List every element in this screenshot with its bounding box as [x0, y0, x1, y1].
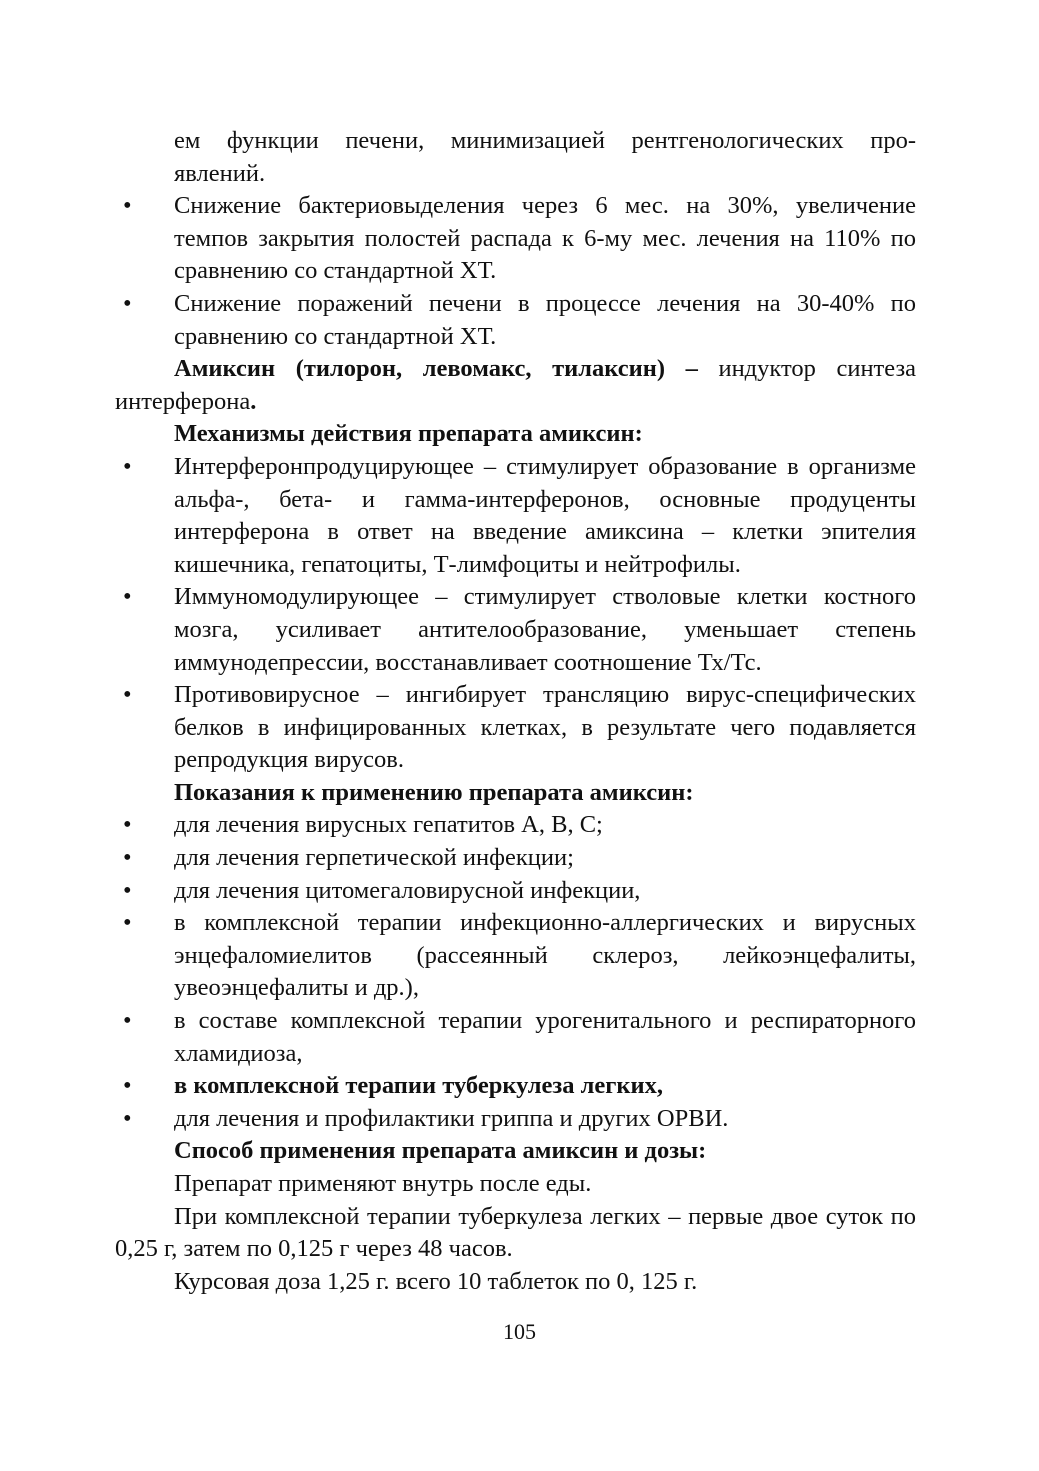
- list-item: • для лечения цитомегаловирусной инфекции,: [115, 875, 916, 908]
- bullet-icon: •: [123, 1007, 132, 1035]
- results-list: [115, 190, 916, 353]
- bullet-icon: •: [123, 681, 132, 709]
- bullet-icon: •: [123, 909, 132, 937]
- dosage-heading: Способ применения препарата амиксин и дозы:: [174, 1137, 707, 1165]
- dosage-paragraph-1: Препарат применяют внутрь после еды.: [174, 1170, 592, 1197]
- list-item: • для лечения вирусных гепатитов А, В, С;: [115, 809, 916, 842]
- list-item: • для лечения герпетической инфекции;: [115, 842, 916, 875]
- bullet-icon: •: [123, 1104, 132, 1132]
- page-number: 105: [503, 1319, 536, 1344]
- bullet-icon: •: [123, 811, 132, 839]
- dosage-paragraph-3: Курсовая доза 1,25 г. всего 10 таблеток по 0, 125 г.: [174, 1267, 698, 1295]
- indications-list: [115, 809, 916, 1135]
- list-item: • для лечения и профилактики гриппа и других ОРВИ.: [115, 1103, 916, 1136]
- continuation-line-2: явлений.: [174, 159, 266, 187]
- indications-heading: Показания к применению препарата амиксин:: [174, 778, 694, 806]
- mechanisms-heading: Механизмы действия препарата амиксин:: [174, 420, 643, 448]
- list-item: • в комплексной терапии туберкулеза легких,: [115, 1070, 916, 1103]
- bullet-icon: •: [123, 844, 132, 872]
- continuation-line-1: ем функции печени, минимизацией рентгенологических про-: [174, 127, 916, 154]
- mechanisms-list: [115, 451, 916, 777]
- bullet-icon: •: [123, 192, 132, 220]
- bullet-icon: •: [123, 452, 132, 480]
- list-item: • в комплексной терапии инфекционно-аллергических и вирусных энцефаломиелитов (рассеянный склероз, лейкоэнцефалиты, увеоэнцефалиты и др.),: [123, 909, 916, 1002]
- page-content: [115, 125, 916, 1298]
- dosage-paragraph-2: При комплексной терапии туберкулеза легких – первые двое суток по 0,25 г, затем по 0,125 г через 48 часов.: [115, 1202, 916, 1263]
- amiksin-intro: Амиксин (тилорон, левомакс, тилаксин) – индуктор синтеза интерферона.: [115, 355, 916, 415]
- bullet-icon: •: [123, 583, 132, 611]
- list-item: • Снижение бактериовыделения через 6 мес. на 30%, увеличение темпов закрытия полостей распада к 6-му мес. лечения на 110% по сравнению со стандартной ХТ.: [123, 192, 916, 285]
- list-item: • Интерферонпродуцирующее – стимулирует образование в организме альфа-, бета- и гамма-интерферонов, основные продуценты интерферона в ответ на введение амиксина – клетки эпителия кишечника, гепатоциты, Т-лимфоциты и нейтрофилы.: [123, 452, 916, 578]
- bullet-icon: •: [123, 876, 132, 904]
- list-item: • Иммуномодулирующее – стимулирует стволовые клетки костного мозга, усиливает антителообразование, уменьшает степень иммунодепрессии, восстанавливает соотношение Тх/Тс.: [123, 583, 916, 676]
- bullet-icon: •: [123, 289, 132, 317]
- list-item: • Противовирусное – ингибирует трансляцию вирус-специфических белков в инфицированных клетках, в результате чего подавляется репродукция вирусов.: [123, 681, 916, 774]
- list-item: • в составе комплексной терапии урогенитального и респираторного хламидиоза,: [123, 1007, 916, 1067]
- bullet-icon: •: [123, 1072, 132, 1100]
- list-item: • Снижение поражений печени в процессе лечения на 30-40% по сравнению со стандартной ХТ.: [123, 289, 916, 350]
